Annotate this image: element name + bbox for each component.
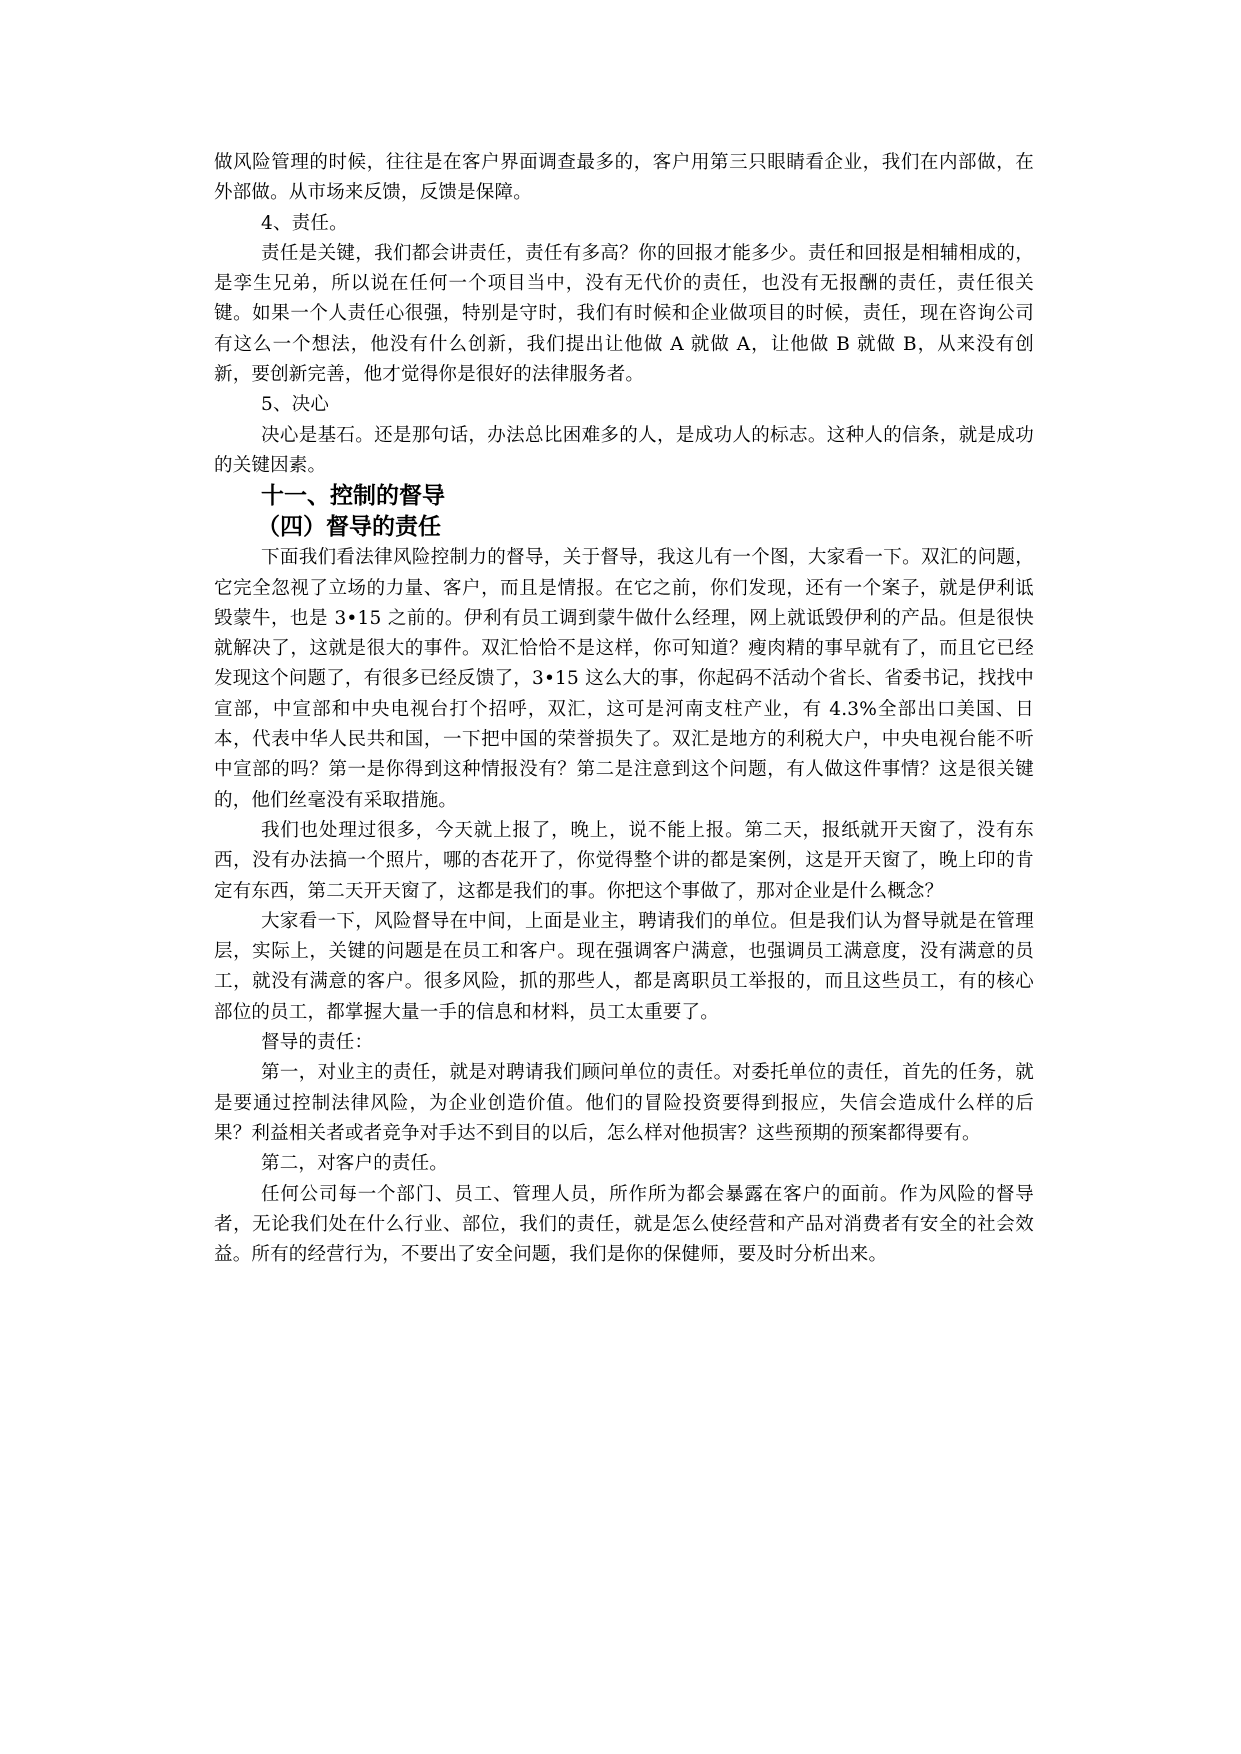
section-heading: 十一、控制的督导 — [261, 483, 445, 510]
paragraph: 责任是关键，我们都会讲责任，责任有多高？你的回报才能多少。责任和回报是相辅相成的，是孪生兄弟，所以说在任何一个项目当中，没有无代价的责任，也没有无报酬的责任，责任很关键。如果一个人责任心很强，特别是守时，我们有时候和企业做项目的时候，责任，现在咨询公司有这么一个想法，他没有什么创新，我们提出让他做 A 就做 A，让他做 B 就做 B，从来没有创新，要创新完善，他才觉得你是很好的法律服务者。 — [214, 242, 1034, 386]
paragraph: 大家看一下，风险督导在中间，上面是业主，聘请我们的单位。但是我们认为督导就是在管理层，实际上，关键的问题是在员工和客户。现在强调客户满意，也强调员工满意度，没有满意的员工，就没有满意的客户。很多风险，抓的那些人，都是离职员工举报的，而且这些员工，有的核心部位的员工，都掌握大量一手的信息和材料，员工太重要了。 — [214, 910, 1034, 1023]
paragraph: 下面我们看法律风险控制力的督导，关于督导，我这儿有一个图，大家看一下。双汇的问题，它完全忽视了立场的力量、客户，而且是情报。在它之前，你们发现，还有一个案子，就是伊利诋毁蒙牛，也是 3•15 之前的。伊利有员工调到蒙牛做什么经理，网上就诋毁伊利的产品。但是很快就解决了，这就是很大的事件。双汇恰恰不是这样，你可知道？瘦肉精的事早就有了，而且它已经发现这个问题了，有很多已经反馈了，3•15 这么大的事，你起码不活动个省长、省委书记，找找中宣部，中宣部和中央电视台打个招呼，双汇，这可是河南支柱产业，有 4.3%全部出口美国、日本，代表中华人民共和国，一下把中国的荣誉损失了。双汇是地方的利税大户，中央电视台能不听中宣部的吗？第一是你得到这种情报没有？第二是注意到这个问题，有人做这件事情？这是很关键的，他们丝毫没有采取措施。 — [214, 547, 1034, 811]
paragraph: 第二，对客户的责任。 — [261, 1153, 449, 1175]
paragraph: 第一，对业主的责任，就是对聘请我们顾问单位的责任。对委托单位的责任，首先的任务，就是要通过控制法律风险，为企业创造价值。他们的冒险投资要得到报应，失信会造成什么样的后果？利益相关者或者竞争对手达不到目的以后，怎么样对他损害？这些预期的预案都得要有。 — [214, 1062, 1034, 1144]
list-heading-5: 5、决心 — [261, 394, 330, 416]
paragraph: 决心是基石。还是那句话，办法总比困难多的人，是成功人的标志。这种人的信条，就是成功的关键因素。 — [214, 424, 1034, 476]
paragraph: 做风险管理的时候，往往是在客户界面调查最多的，客户用第三只眼睛看企业，我们在内部做，在外部做。从市场来反馈，反馈是保障。 — [214, 152, 1034, 204]
subsection-heading: （四）督导的责任 — [257, 514, 441, 541]
list-heading-4: 4、责任。 — [261, 212, 348, 234]
document-page — [214, 148, 1034, 1270]
paragraph: 督导的责任： — [261, 1032, 374, 1054]
paragraph: 我们也处理过很多，今天就上报了，晚上，说不能上报。第二天，报纸就开天窗了，没有东西，没有办法搞一个照片，哪的杏花开了，你觉得整个讲的都是案例，这是开天窗了，晚上印的肯定有东西，第二天开天窗了，这都是我们的事。你把这个事做了，那对企业是什么概念？ — [214, 819, 1034, 902]
paragraph: 任何公司每一个部门、员工、管理人员，所作所为都会暴露在客户的面前。作为风险的督导者，无论我们处在什么行业、部位，我们的责任，就是怎么使经营和产品对消费者有安全的社会效益。所有的经营行为，不要出了安全问题，我们是你的保健师，要及时分析出来。 — [214, 1183, 1034, 1266]
